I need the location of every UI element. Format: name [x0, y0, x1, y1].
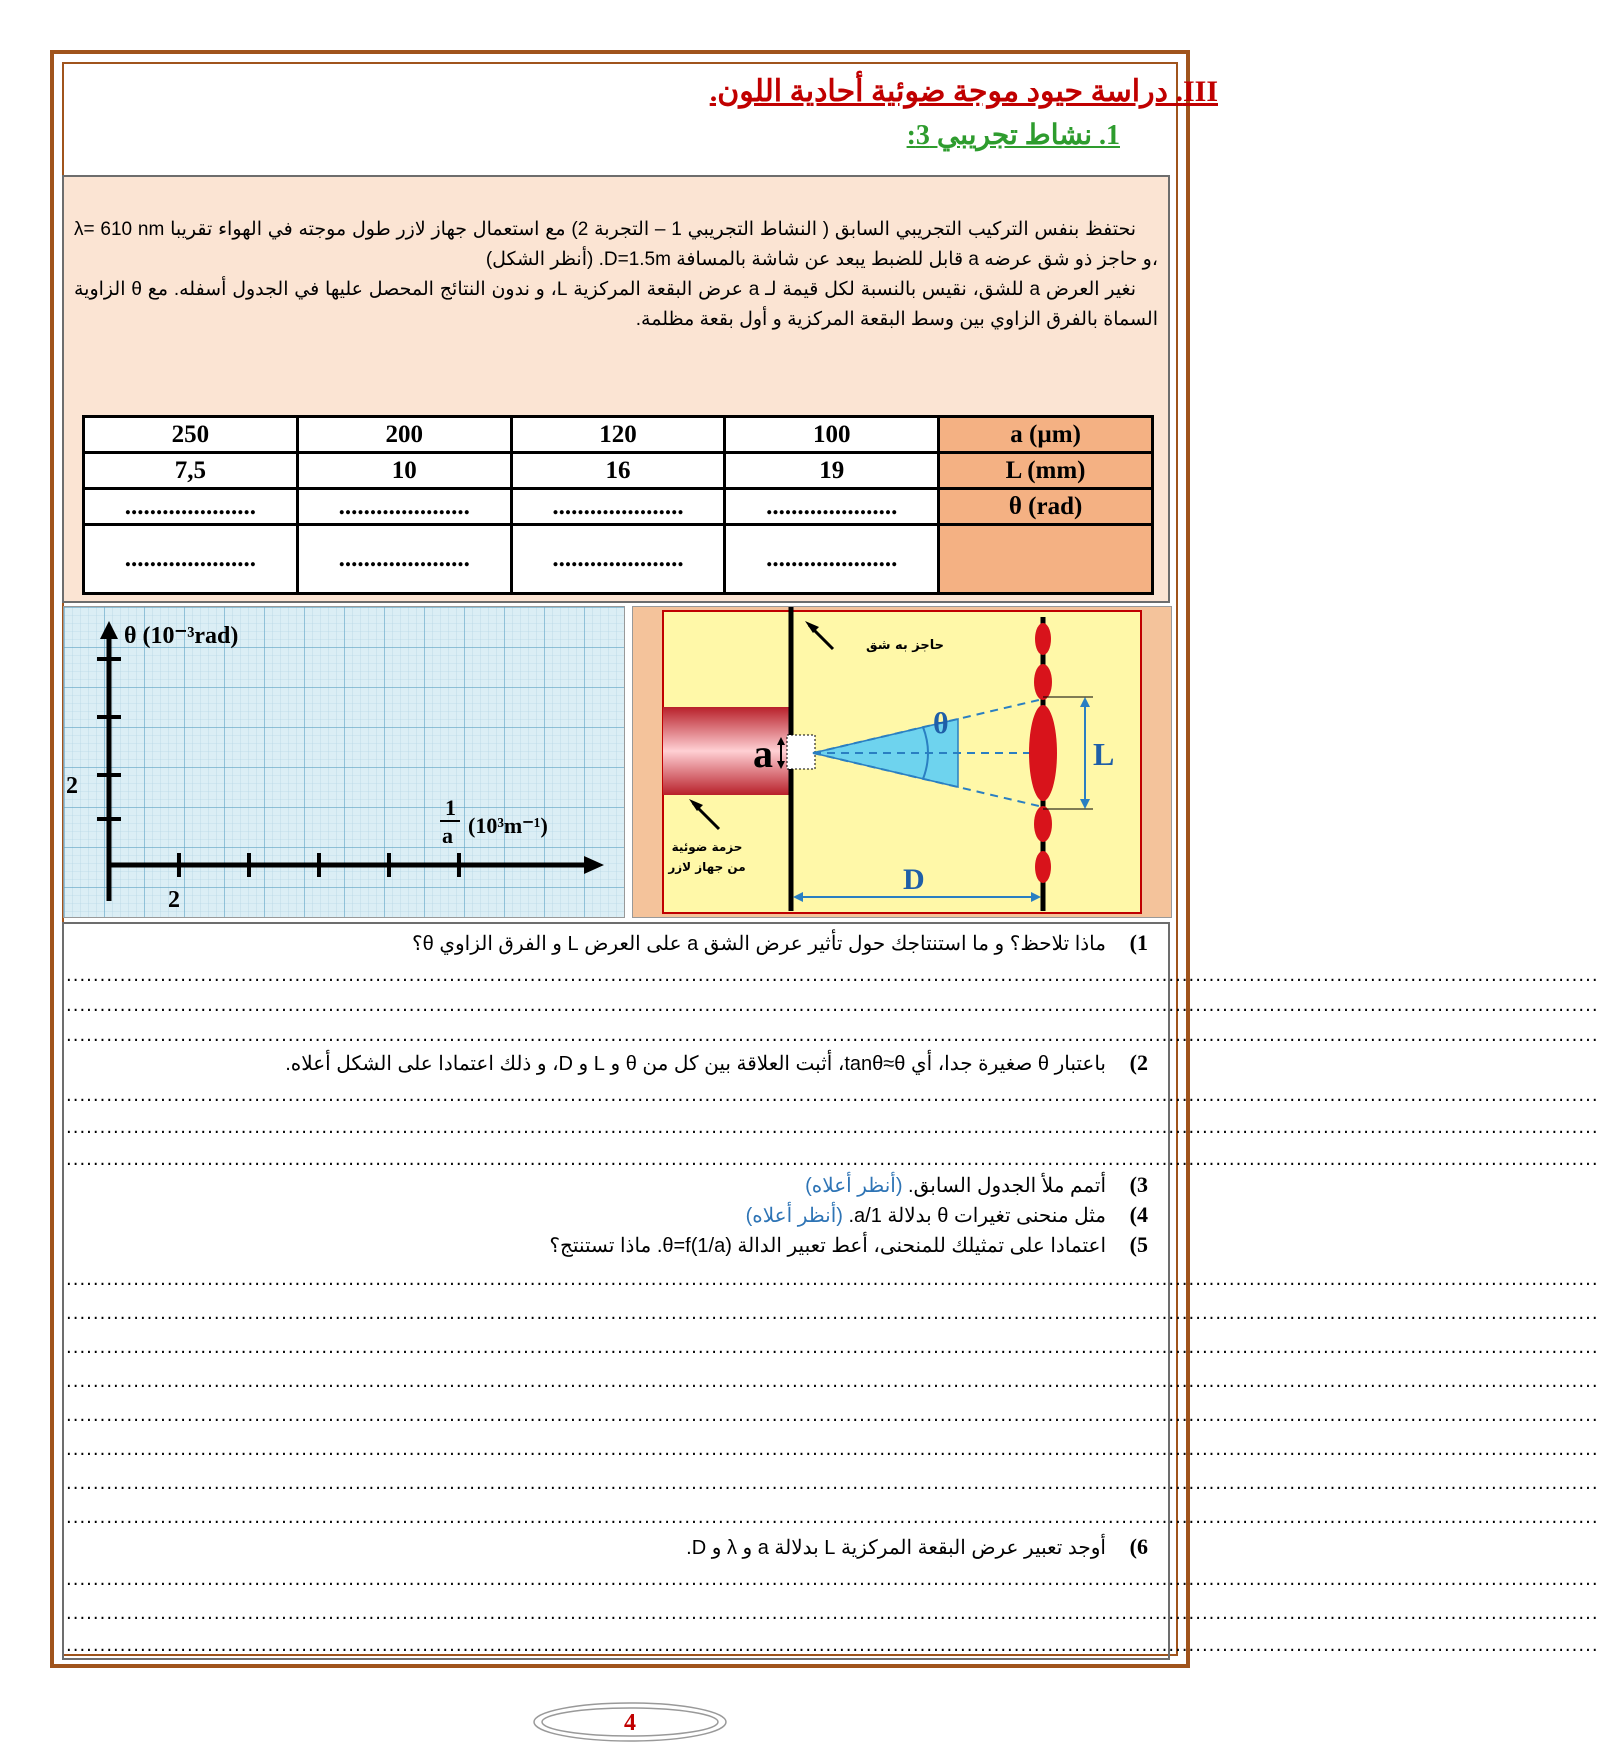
L-value-1: 19 [725, 453, 939, 489]
answer-line[interactable]: .................................................................................................................................................................................................................................... [66, 1603, 1599, 1624]
row-header-theta: θ (rad) [939, 489, 1153, 525]
question-number: 2) [1129, 1050, 1148, 1075]
beam-label-1: حزمة ضوئية [671, 840, 743, 854]
answer-line[interactable]: .................................................................................................................................................................................................................................... [66, 1117, 1599, 1138]
question-text: مثل منحنى تغيرات θ بدلالة 1/a. [848, 1205, 1106, 1227]
question-text: أوجد تعبير عرض البقعة المركزية L بدلالة a و λ و D. [686, 1537, 1106, 1559]
answer-line[interactable]: .................................................................................................................................................................................................................................... [66, 1149, 1599, 1170]
beam-label-2: من جهاز لازر [668, 860, 746, 874]
question-hint: (أنظر أعلاه) [805, 1175, 903, 1197]
intro-text [74, 215, 1158, 335]
x-tick-label: 2 [168, 887, 180, 913]
answer-line[interactable]: .................................................................................................................................................................................................................................... [66, 1473, 1599, 1494]
activity-box [62, 175, 1170, 603]
question-text: اعتمادا على تمثيلك للمنحنى، أعط تعبير الدالة θ=f(1/a). ماذا تستنتج؟ [549, 1235, 1106, 1257]
row-header-L: L (mm) [939, 453, 1153, 489]
row-header-a: a (µm) [939, 417, 1153, 453]
inv-a-blank-2[interactable]: ..................... [511, 525, 725, 594]
question-text: باعتبار θ صغيرة جدا، أي tanθ≈θ، أثبت العلاقة بين كل من θ و L و D، و ذلك اعتمادا على الشكل أعلاه. [285, 1053, 1106, 1075]
question-1 [412, 930, 1148, 956]
question-number: 3) [1129, 1172, 1148, 1197]
L-value-4: 7,5 [84, 453, 298, 489]
inv-a-blank-4[interactable]: ..................... [84, 525, 298, 594]
question-text: ماذا تلاحظ؟ و ما استنتاجك حول تأثير عرض الشق a على العرض L و الفرق الزاوي θ؟ [412, 933, 1106, 955]
answer-line[interactable]: .................................................................................................................................................................................................................................... [66, 1337, 1599, 1358]
question-number: 1) [1129, 930, 1148, 955]
question-number: 6) [1129, 1534, 1148, 1559]
intro-paragraph-2: نغير العرض a للشق، نقيس بالنسبة لكل قيمة لـ a عرض البقعة المركزية L، و ندون النتائج المحصل عليها في الجدول أسفله. مع θ الزاوية السماة بالفرق الزاوي بين وسط البقعة المركزية و أول بقعة مظلمة. [74, 279, 1158, 330]
question-2 [285, 1050, 1148, 1076]
answer-line[interactable]: .................................................................................................................................................................................................................................... [66, 965, 1599, 986]
activity-title: 1. نشاط تجريبي 3: [906, 120, 1120, 151]
slit-label: a [753, 731, 773, 776]
L-value-3: 10 [297, 453, 511, 489]
answer-line[interactable]: .................................................................................................................................................................................................................................... [66, 1439, 1599, 1460]
inv-a-blank-3[interactable]: ..................... [297, 525, 511, 594]
a-value-4: 250 [84, 417, 298, 453]
L-value-2: 16 [511, 453, 725, 489]
theta-blank-2[interactable]: ..................... [511, 489, 725, 525]
graph-paper[interactable] [63, 606, 625, 918]
question-text: أتمم ملأ الجدول السابق. [908, 1175, 1106, 1197]
y-axis-label: θ (10⁻³rad) [124, 623, 239, 649]
theta-blank-4[interactable]: ..................... [84, 489, 298, 525]
theta-blank-3[interactable]: ..................... [297, 489, 511, 525]
a-value-3: 200 [297, 417, 511, 453]
page-number: 4 [624, 1710, 636, 1736]
intro-paragraph-1: نحتفظ بنفس التركيب التجريبي السابق ( النشاط التجريبي 1 – التجربة 2) مع استعمال جهاز لازر طول موجته في الهواء تقريبا λ= 610 nm ،و حاجز ذو شق عرضه a قابل للضبط يبعد عن شاشة بالمسافة D=1.5m. (أنظر الشكل) [74, 219, 1158, 270]
x-frac-denominator: a [442, 823, 453, 848]
question-3 [805, 1172, 1148, 1198]
question-number: 5) [1129, 1232, 1148, 1257]
answer-line[interactable]: .................................................................................................................................................................................................................................... [66, 1507, 1599, 1528]
angle-label: θ [933, 707, 949, 740]
a-value-1: 100 [725, 417, 939, 453]
answer-line[interactable]: .................................................................................................................................................................................................................................... [66, 1569, 1599, 1590]
answer-line[interactable]: .................................................................................................................................................................................................................................... [66, 1371, 1599, 1392]
y-tick-label: 2 [66, 773, 78, 799]
answer-line[interactable]: .................................................................................................................................................................................................................................... [66, 1635, 1599, 1656]
x-axis-label: (10³m⁻¹) [468, 813, 548, 838]
measurements-table [82, 415, 1154, 595]
row-header-empty [939, 525, 1153, 594]
theta-blank-1[interactable]: ..................... [725, 489, 939, 525]
inv-a-blank-1[interactable]: ..................... [725, 525, 939, 594]
section-title: III. دراسة حيود موجة ضوئية أحادية اللون. [709, 75, 1218, 108]
answer-line[interactable]: .................................................................................................................................................................................................................................... [66, 1269, 1599, 1290]
answer-line[interactable]: .................................................................................................................................................................................................................................... [66, 1303, 1599, 1324]
answer-line[interactable]: .................................................................................................................................................................................................................................... [66, 1405, 1599, 1426]
questions-box [62, 922, 1599, 1660]
answer-line[interactable]: .................................................................................................................................................................................................................................... [66, 995, 1599, 1016]
answer-line[interactable]: .................................................................................................................................................................................................................................... [66, 1085, 1599, 1106]
barrier-label: حاجز به شق [865, 638, 945, 653]
question-hint: (أنظر أعلاه) [745, 1205, 843, 1227]
question-4 [746, 1202, 1148, 1228]
answer-line[interactable]: .................................................................................................................................................................................................................................... [66, 1025, 1599, 1046]
question-5 [549, 1232, 1148, 1258]
a-value-2: 120 [511, 417, 725, 453]
page-number-badge [530, 1700, 730, 1744]
question-6 [686, 1534, 1148, 1560]
width-label: L [1093, 736, 1115, 772]
x-frac-numerator: 1 [445, 795, 456, 820]
question-number: 4) [1129, 1202, 1148, 1227]
distance-label: D [903, 863, 925, 896]
diffraction-diagram [632, 606, 1172, 918]
